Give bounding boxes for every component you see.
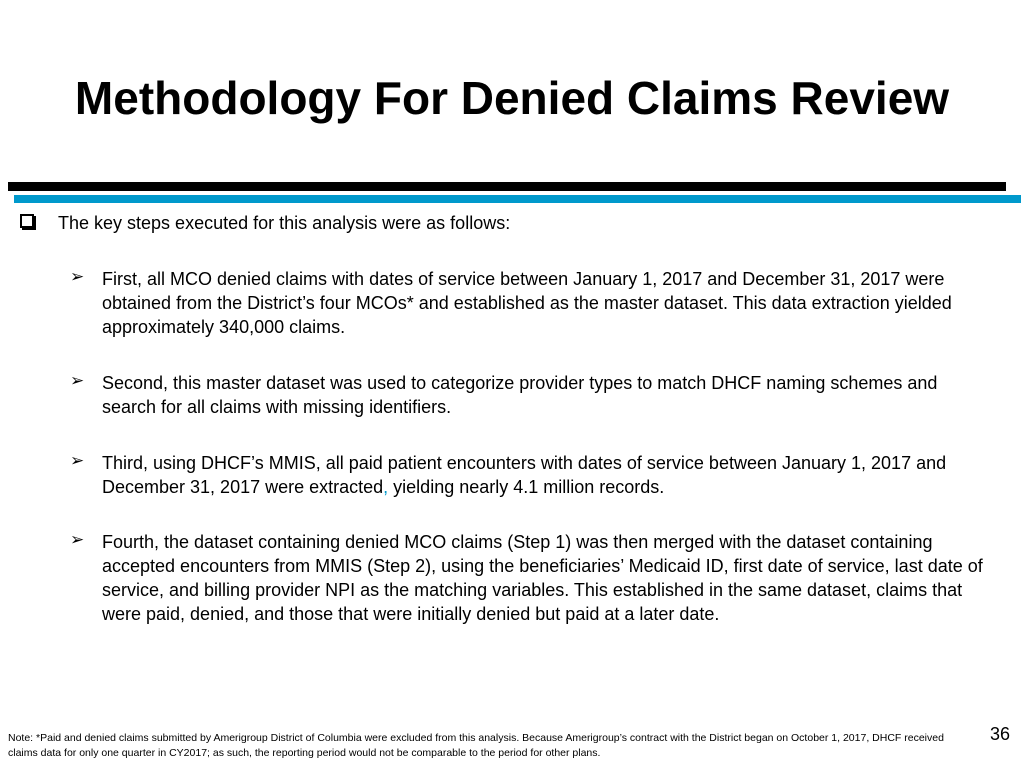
step-text-1: First, all MCO denied claims with dates of service between January 1, 2017 and December 31, 2017 were obtained from the District’s four MCOs* and established as the master dataset. This data extraction yielded approximately 340,000 claims. xyxy=(102,269,952,337)
arrow-bullet-icon: ➢ xyxy=(70,451,85,471)
step-text-3: Third, using DHCF’s MMIS, all paid patient encounters with dates of service between January 1, 2017 and December 31, 2017 were extracted, yielding nearly 4.1 million records. xyxy=(102,453,947,497)
footnote: Note: *Paid and denied claims submitted by Amerigroup District of Columbia were excluded from this analysis. Because Amerigroup’s contract with the District began on October 1, 2017, DHCF received claims data for only one quarter in CY2017; as such, the reporting period would not be comparable to the period for other plans. xyxy=(8,732,944,759)
step-item-3 xyxy=(70,451,990,499)
arrow-bullet-icon: ➢ xyxy=(70,530,85,550)
intro-text: The key steps executed for this analysis were as follows: xyxy=(58,213,511,233)
title-divider-blue xyxy=(14,195,1021,203)
checkbox-bullet-icon xyxy=(20,214,34,228)
page-title: Methodology For Denied Claims Review xyxy=(74,72,950,124)
step-item-1 xyxy=(70,267,990,339)
step-text-2: Second, this master dataset was used to categorize provider types to match DHCF naming schemes and search for all claims with missing identifiers. xyxy=(102,373,938,417)
step-text-4: Fourth, the dataset containing denied MCO claims (Step 1) was then merged with the dataset containing accepted encounters from MMIS (Step 2), using the beneficiaries’ Medicaid ID, first date of service, last date of service, and billing provider NPI as the matching variables. This established in the same dataset, claims that were paid, denied, and those that were initially denied but paid at a later date. xyxy=(102,532,983,624)
arrow-bullet-icon: ➢ xyxy=(70,267,85,287)
arrow-bullet-icon: ➢ xyxy=(70,371,85,391)
step-item-4 xyxy=(70,530,990,626)
step-item-2 xyxy=(70,371,990,419)
title-divider-black xyxy=(8,182,1006,191)
page-number: 36 xyxy=(990,724,1011,744)
